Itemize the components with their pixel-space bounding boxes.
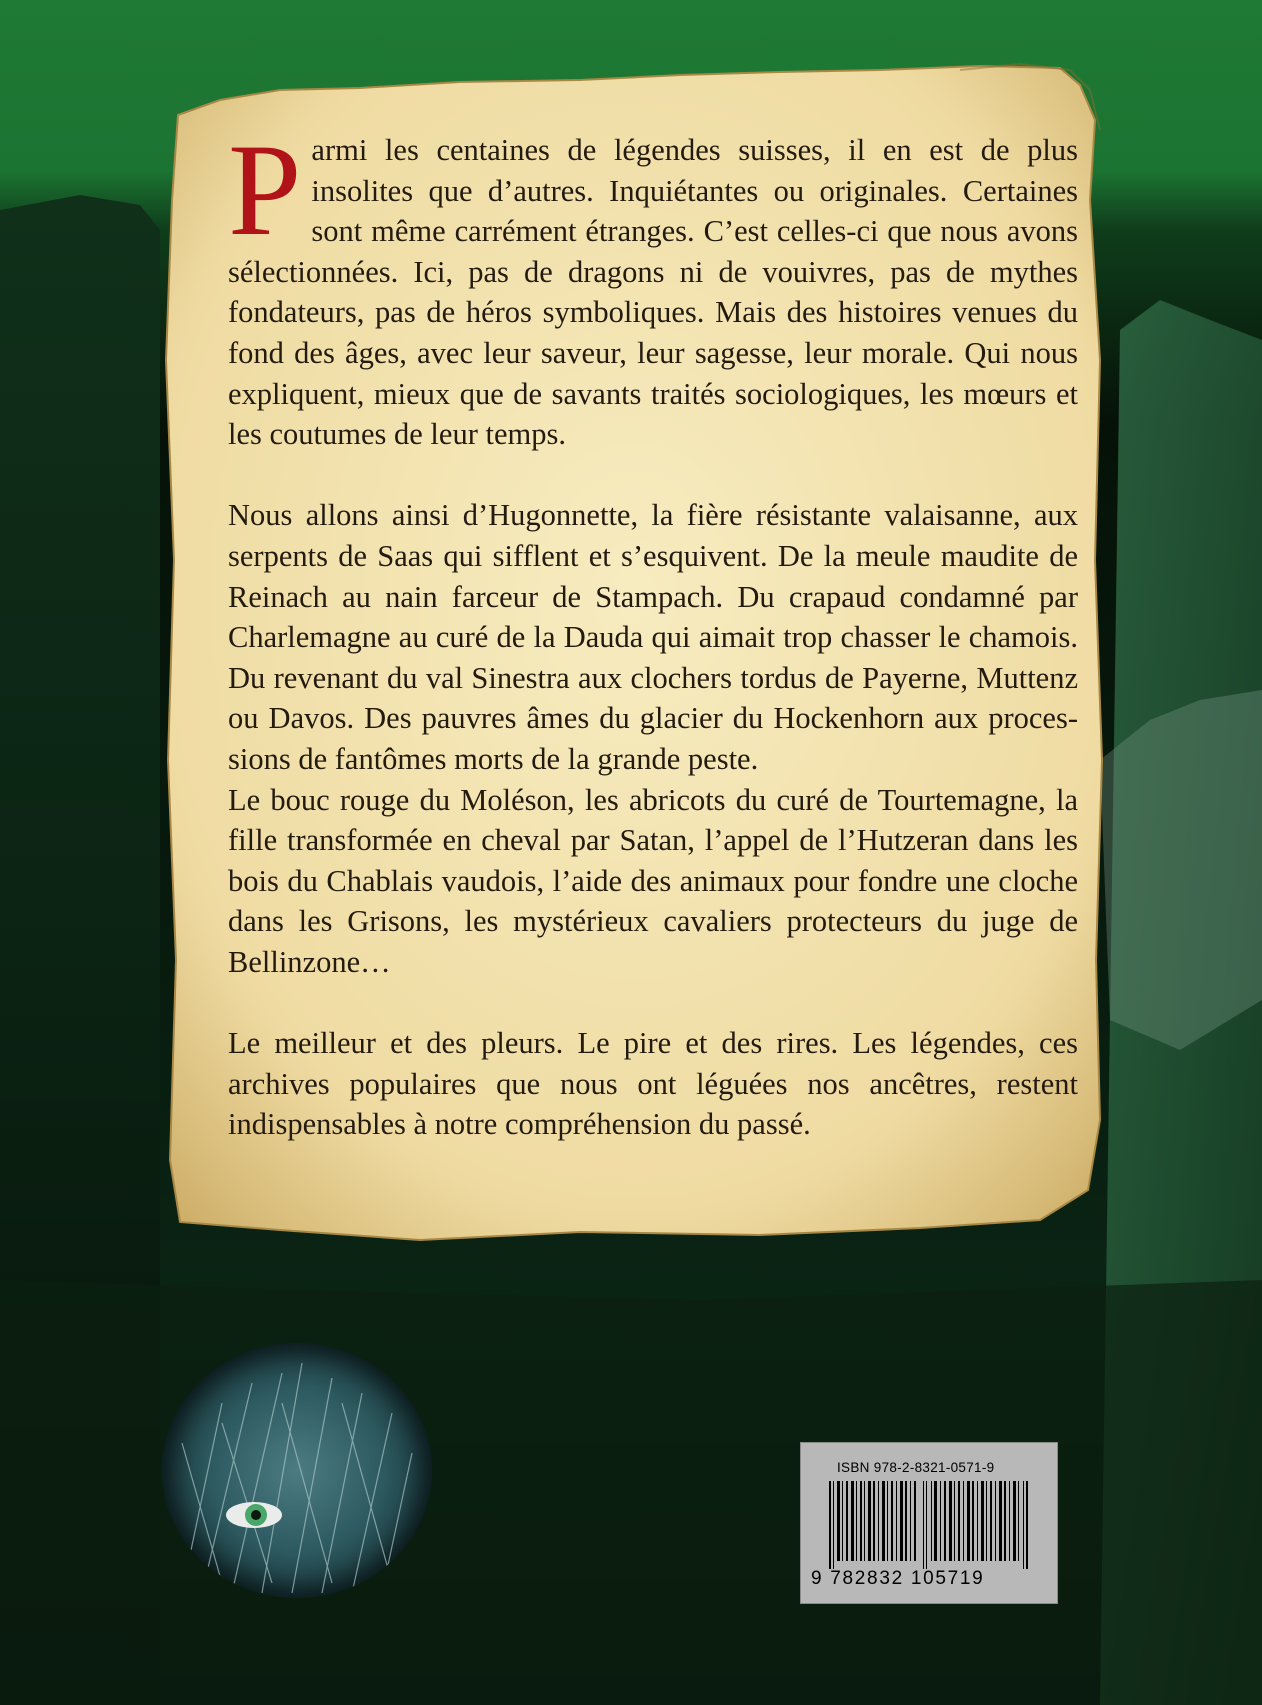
paragraph-4: Le meilleur et des pleurs. Le pire et des rires. Les légendes, ces archives populaires que nous ont léguées nos ancêtres, restent indispensables à notre compréhension du passé. <box>228 1026 1078 1142</box>
back-cover-text <box>228 116 1078 1145</box>
eye-icon <box>226 1502 282 1528</box>
isbn-label: ISBN 978-2-8321-0571-9 <box>837 1460 995 1475</box>
drop-cap: P <box>228 116 302 263</box>
eye-in-grass-image <box>162 1343 432 1598</box>
paragraph-3: Le bouc rouge du Moléson, les abricots du curé de Tourtemagne, la fille transformée en cheval par Satan, l’appel de l’Hutzeran dans les bois du Chablais vaudois, l’aide des animaux pour fondre une cloche dans les Grisons, les mystérieux cavaliers protecteurs du juge de Bellinzone… <box>228 782 1078 979</box>
paragraph-1: Parmi les centaines de légendes suisses, il en est de plus insolites que d’autres. Inquiétantes ou originales. Certaines sont même carrément étranges. C’est celles-ci que nous avons sélectionnées. Ici, pas de dragons ni de vouivres, pas de mythes fondateurs, pas de héros symboliques. Mais des histoires venues du fond des âges, avec leur saveur, leur sagesse, leur morale. Qui nous expliquent, mieux que de savants traités sociologiques, les mœurs et les coutumes de leur temps. <box>228 116 1078 452</box>
paragraph-2: Nous allons ainsi d’Hugonnette, la fière résistante valaisanne, aux serpents de Saas qui sifflent et s’esquivent. De la meule maudite de Reinach au nain farceur de Stampach. Du crapaud condamné par Charlemagne au curé de la Dauda qui aimait trop chasser le chamois. Du revenant du val Sinestra aux clochers tordus de Payerne, Muttenz ou Davos. Des pauvres âmes du glacier du Hockenhorn aux processions de fantômes morts de la grande peste. <box>228 498 1078 776</box>
isbn-barcode-box <box>800 1442 1058 1604</box>
barcode <box>813 1481 1045 1569</box>
barcode-digits: 9 782832 105719 <box>811 1568 985 1589</box>
